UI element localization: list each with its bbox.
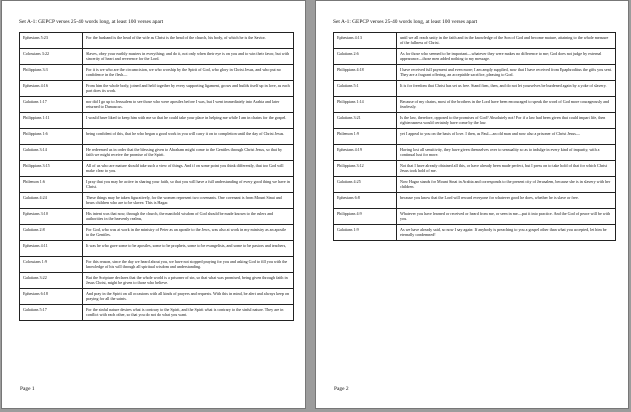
verse-text: All of us who are mature should take such a view of things. And if on some point you think differently, that too God will make clear to you. (83, 161, 294, 177)
document-page-2 (315, 0, 629, 409)
table-row (20, 65, 294, 81)
verse-text: until we all reach unity in the faith and in the knowledge of the Son of God and become mature, attaining to the whole measure of the fullness of Christ. (397, 33, 616, 49)
verse-text: For this reason, since the day we heard about you, we have not stopped praying for you and asking God to fill you with the knowledge of his will through all spiritual wisdom and understanding. (83, 257, 294, 273)
verse-text: I have received full payment and even more; I am amply supplied, now that I have received from Epaphroditus the gifts you sent. They are a fragrant offering, an acceptable sacrifice, pleasing to God. (397, 65, 616, 81)
verse-reference: Galatians 2:6 (334, 49, 397, 65)
verse-reference: Galatians 5:1 (334, 81, 397, 97)
page-footer: Page 1 (20, 386, 35, 392)
verse-text: Is the law, therefore, opposed to the promises of God? Absolutely not! For if a law had been given that could impart life, then righteousness would certainly have come by the law. (397, 113, 616, 129)
verse-text: Having lost all sensitivity, they have given themselves over to sensuality so as to indulge in every kind of impurity, with a continual lust for more. (397, 145, 616, 161)
verse-text: Now Hagar stands for Mount Sinai in Arabia and corresponds to the present city of Jerusalem, because she is in slavery with her children. (397, 177, 616, 193)
verse-reference: Ephesians 6:8 (334, 193, 397, 209)
verse-text: nor did I go up to Jerusalem to see those who were apostles before I was, but I went immediately into Arabia and later returned to Damascus. (83, 97, 294, 113)
table-row (20, 273, 294, 289)
verse-text: Not that I have already obtained all this, or have already been made perfect, but I press on to take hold of that for which Christ Jesus took hold of me. (397, 161, 616, 177)
verse-reference: Ephesians 4:19 (334, 145, 397, 161)
verse-reference: Philippians 4:9 (334, 209, 397, 225)
table-row (20, 177, 294, 193)
verse-reference: Ephesians 3:10 (20, 209, 83, 225)
table-row (334, 161, 616, 177)
table-row (334, 49, 616, 65)
table-row (20, 241, 294, 257)
table-row (20, 257, 294, 273)
verse-text: As for those who seemed to be important—whatever they were makes no difference to me; God does not judge by external appearance—those men added nothing to my message. (397, 49, 616, 65)
verse-text: But the Scripture declares that the whole world is a prisoner of sin, so that what was promised, being given through faith in Jesus Christ, might be given to those who believe. (83, 273, 294, 289)
table-row (334, 113, 616, 129)
verse-reference: Galatians 4:25 (334, 177, 397, 193)
verse-reference: Galatians 2:8 (20, 225, 83, 241)
verse-reference: Colossians 1:9 (20, 257, 83, 273)
verse-reference: Galatians 3:22 (20, 273, 83, 289)
verse-text: I would have liked to keep him with me so that he could take your place in helping me while I am in chains for the gospel. (83, 113, 294, 129)
verse-text: As we have already said, so now I say again: If anybody is preaching to you a gospel other than what you accepted, let him be eternally condemned! (397, 225, 616, 241)
verse-reference: Philippians 1:6 (20, 129, 83, 145)
table-row (20, 193, 294, 209)
verse-reference: Philemon 1:9 (334, 129, 397, 145)
verse-table (333, 32, 616, 241)
verse-text: These things may be taken figuratively, for the women represent two covenants. One covenant is from Mount Sinai and bears children who are to be slaves: This is Hagar. (83, 193, 294, 209)
verse-reference: Galatians 1:17 (20, 97, 83, 113)
table-row (334, 177, 616, 193)
verse-reference: Ephesians 4:13 (334, 33, 397, 49)
verse-text: For it is we who are the circumcision, we who worship by the Spirit of God, who glory in Christ Jesus, and who put no confidence in the flesh— (83, 65, 294, 81)
verse-text: And pray in the Spirit on all occasions with all kinds of prayers and requests. With this in mind, be alert and always keep on praying for all the saints. (83, 289, 294, 305)
verse-reference: Philippians 1:11 (20, 113, 83, 129)
page-header: Set A-1: GEPCP verses 25-40 words long, at least 100 verses apart (333, 19, 478, 25)
verse-reference: Ephesians 4:16 (20, 81, 83, 97)
verse-text: It was he who gave some to be apostles, some to be prophets, some to be evangelists, and some to be pastors and teachers, (83, 241, 294, 257)
table-row (20, 129, 294, 145)
table-row (334, 81, 616, 97)
verse-text: because you know that the Lord will reward everyone for whatever good he does, whether he is slave or free. (397, 193, 616, 209)
table-row (20, 81, 294, 97)
verse-text: For the sinful nature desires what is contrary to the Spirit, and the Spirit what is contrary to the sinful nature. They are in conflict with each other, so that you do not do what you want. (83, 305, 294, 321)
table-row (20, 289, 294, 305)
document-page-1 (1, 0, 306, 409)
table-row (334, 145, 616, 161)
verse-reference: Ephesians 6:18 (20, 289, 83, 305)
verse-reference: Philippians 3:15 (20, 161, 83, 177)
table-row (334, 225, 616, 241)
table-row (20, 49, 294, 65)
table-row (20, 33, 294, 49)
verse-reference: Ephesians 4:11 (20, 241, 83, 257)
verse-reference: Galatians 4:24 (20, 193, 83, 209)
table-row (334, 97, 616, 113)
table-row (20, 145, 294, 161)
page-footer: Page 2 (334, 386, 349, 392)
table-row (20, 97, 294, 113)
verse-text: being confident of this, that he who began a good work in you will carry it on to completion until the day of Christ Jesus. (83, 129, 294, 145)
verse-reference: Galatians 5:17 (20, 305, 83, 321)
verse-reference: Philippians 3:3 (20, 65, 83, 81)
table-row (20, 209, 294, 225)
verse-text: Because of my chains, most of the brothers in the Lord have been encouraged to speak the word of God more courageously and fearlessly. (397, 97, 616, 113)
verse-text: Slaves, obey your earthly masters in everything; and do it, not only when their eye is on you and to win their favor, but with sincerity of heart and reverence for the Lord. (83, 49, 294, 65)
verse-reference: Galatians 3:14 (20, 145, 83, 161)
verse-table (19, 32, 294, 321)
table-row (20, 225, 294, 241)
verse-text: His intent was that now, through the church, the manifold wisdom of God should be made known to the rulers and authorities in the heavenly realms, (83, 209, 294, 225)
verse-text: I pray that you may be active in sharing your faith, so that you will have a full understanding of every good thing we have in Christ. (83, 177, 294, 193)
table-row (334, 65, 616, 81)
verse-text: For the husband is the head of the wife as Christ is the head of the church, his body, of which he is the Savior. (83, 33, 294, 49)
table-row (20, 161, 294, 177)
verse-text: yet I appeal to you on the basis of love. I then, as Paul—an old man and now also a prisoner of Christ Jesus— (397, 129, 616, 145)
verse-reference: Colossians 3:22 (20, 49, 83, 65)
table-row (334, 193, 616, 209)
verse-reference: Philippians 4:18 (334, 65, 397, 81)
page-header: Set A-1: GEPCP verses 25-40 words long, at least 100 verses apart (19, 19, 164, 25)
table-row (334, 209, 616, 225)
table-row (20, 113, 294, 129)
verse-text: For God, who was at work in the ministry of Peter as an apostle to the Jews, was also at work in my ministry as an apostle to the Gentiles. (83, 225, 294, 241)
verse-reference: Ephesians 5:23 (20, 33, 83, 49)
verse-reference: Galatians 3:21 (334, 113, 397, 129)
verse-reference: Philemon 1:6 (20, 177, 83, 193)
verse-text: It is for freedom that Christ has set us free. Stand firm, then, and do not let yourselves be burdened again by a yoke of slavery. (397, 81, 616, 97)
verse-text: From him the whole body, joined and held together by every supporting ligament, grows and builds itself up in love, as each part does its work. (83, 81, 294, 97)
table-row (334, 33, 616, 49)
verse-text: Whatever you have learned or received or heard from me, or seen in me—put it into practice. And the God of peace will be with you. (397, 209, 616, 225)
table-row (20, 305, 294, 321)
verse-reference: Galatians 1:9 (334, 225, 397, 241)
verse-text: He redeemed us in order that the blessing given to Abraham might come to the Gentiles through Christ Jesus, so that by faith we might receive the promise of the Spirit. (83, 145, 294, 161)
verse-reference: Philippians 3:12 (334, 161, 397, 177)
table-row (334, 129, 616, 145)
verse-reference: Philippians 1:14 (334, 97, 397, 113)
